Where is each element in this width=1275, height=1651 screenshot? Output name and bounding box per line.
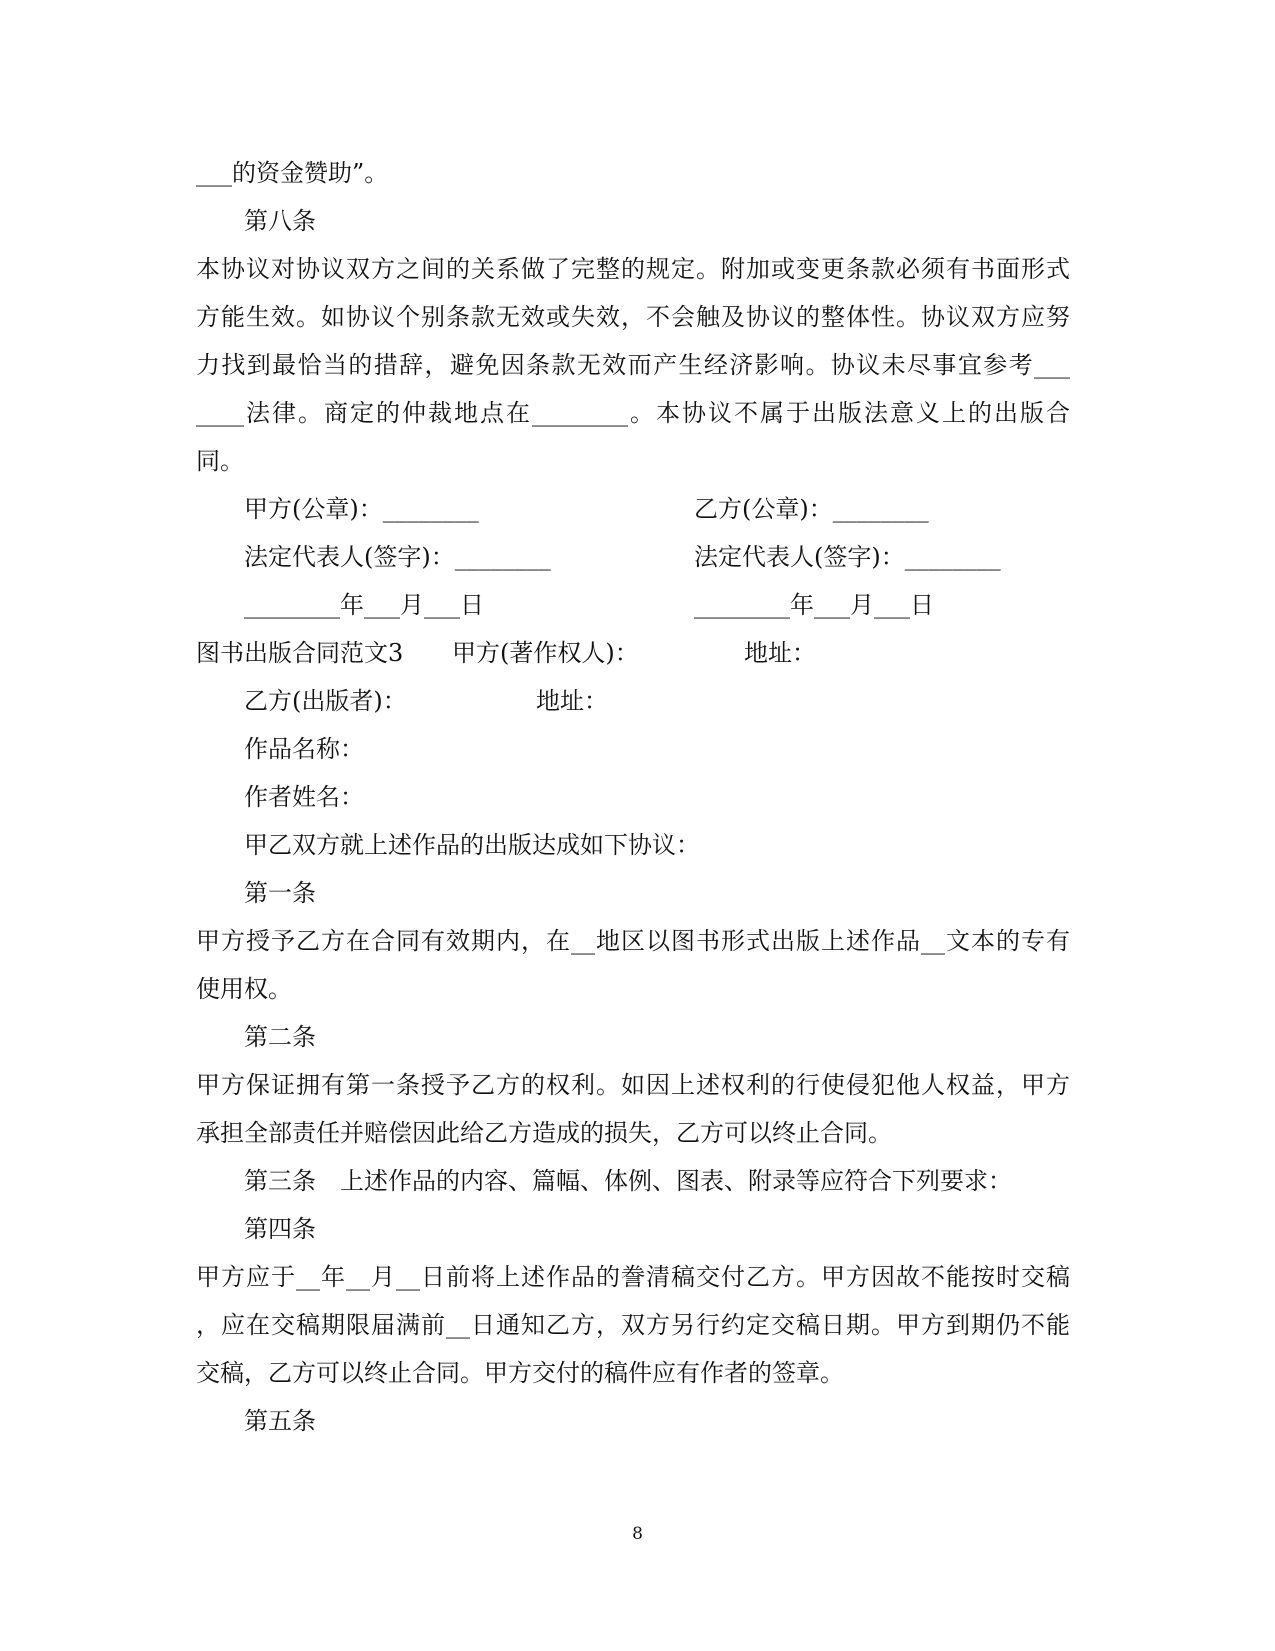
- text-line: 交稿，乙方可以终止合同。甲方交付的稿件应有作者的签章。: [196, 1359, 844, 1387]
- text-line: ___的资金赞助”。: [196, 159, 389, 187]
- text-line: 甲方保证拥有第一条授予乙方的权利。如因上述权利的行使侵犯他人权益，甲方: [196, 1071, 1070, 1099]
- party-b-label: 乙方(出版者)：: [244, 687, 407, 715]
- text-line: ，应在交稿期限届满前__日通知乙方，双方另行约定交稿日期。甲方到期仍不能: [196, 1311, 1070, 1339]
- text-line: 甲方授予乙方在合同有效期内，在__地区以图书形式出版上述作品__文本的专有: [196, 927, 1070, 955]
- article-heading: 第八条: [244, 207, 316, 235]
- text-line: 甲乙双方就上述作品的出版达成如下协议：: [244, 831, 700, 859]
- text-line: 力找到最恰当的措辞，避免因条款无效而产生经济影响。协议未尽事宜参考___: [196, 351, 1070, 379]
- article-heading: 第三条 上述作品的内容、篇幅、体例、图表、附录等应符合下列要求：: [244, 1167, 1012, 1195]
- text-line: 方能生效。如协议个别条款无效或失效，不会触及协议的整体性。协议双方应努: [196, 303, 1070, 331]
- text-line: 承担全部责任并赔偿因此给乙方造成的损失，乙方可以终止合同。: [196, 1119, 892, 1147]
- party-a-label: 甲方(著作权人)：: [452, 639, 639, 667]
- party-b-date: ________年___月___日: [694, 591, 934, 619]
- contract-title: 图书出版合同范文3: [196, 639, 404, 667]
- text-line: 本协议对协议双方之间的关系做了完整的规定。附加或变更条款必须有书面形式: [196, 255, 1070, 283]
- work-title-label: 作品名称：: [244, 735, 364, 763]
- article-heading: 第四条: [244, 1215, 316, 1243]
- party-b-representative: 法定代表人(签字)：________: [694, 543, 1001, 571]
- party-b-address-label: 地址：: [536, 687, 608, 715]
- text-line: 使用权。: [196, 975, 292, 1003]
- article-heading: 第一条: [244, 879, 316, 907]
- party-b-seal: 乙方(公章)：________: [694, 495, 929, 523]
- article-heading: 第五条: [244, 1407, 316, 1435]
- party-a-representative: 法定代表人(签字)：________: [244, 543, 551, 571]
- party-a-address-label: 地址：: [744, 639, 816, 667]
- text-line: ____法律。商定的仲裁地点在________。本协议不属于出版法意义上的出版合: [196, 399, 1070, 427]
- text-line: 同。: [196, 447, 244, 475]
- author-name-label: 作者姓名：: [244, 783, 364, 811]
- page-number: 8: [632, 1524, 643, 1544]
- article-heading: 第二条: [244, 1023, 316, 1051]
- text-line: 甲方应于__年__月__日前将上述作品的誊清稿交付乙方。甲方因故不能按时交稿: [196, 1263, 1070, 1291]
- party-a-seal: 甲方(公章)：________: [244, 495, 479, 523]
- party-a-date: ________年___月___日: [244, 591, 484, 619]
